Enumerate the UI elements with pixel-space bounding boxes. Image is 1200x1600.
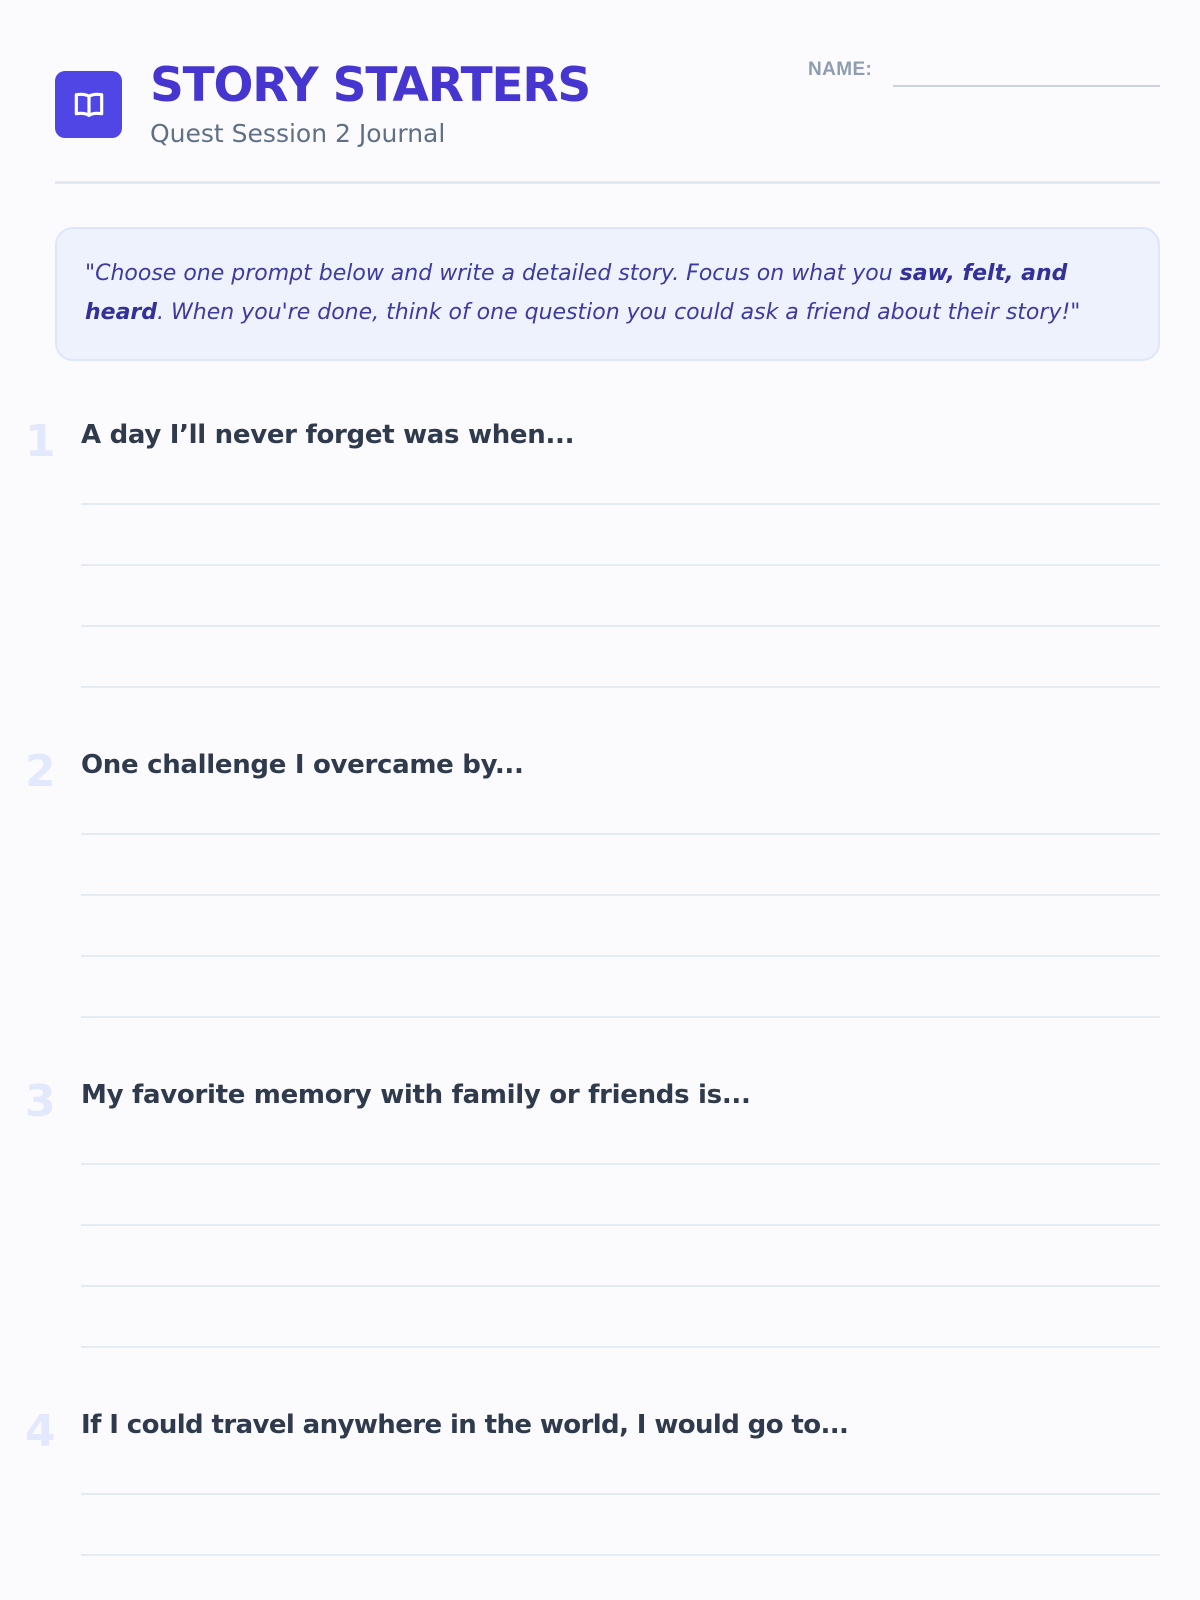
prompt-number: 2 (25, 746, 56, 797)
name-field[interactable] (893, 85, 1160, 87)
writing-line[interactable] (81, 1224, 1160, 1226)
writing-line[interactable] (81, 686, 1160, 688)
prompt-number: 4 (25, 1406, 56, 1457)
instructions-text-end: . When you're done, think of one question you could ask a friend about their story!" (157, 300, 1081, 325)
page-title: STORY STARTERS (150, 58, 591, 113)
instructions-box (55, 227, 1160, 361)
prompt-text: One challenge I overcame by... (81, 750, 524, 780)
writing-line[interactable] (81, 1554, 1160, 1556)
writing-line[interactable] (81, 1016, 1160, 1018)
writing-line[interactable] (81, 894, 1160, 896)
prompt-text: If I could travel anywhere in the world, I would go to... (81, 1410, 849, 1440)
prompt-block-2 (25, 748, 1160, 1028)
prompt-text: My favorite memory with family or friends is... (81, 1080, 751, 1110)
writing-line[interactable] (81, 1346, 1160, 1348)
instructions-emphasis: saw, felt, and heard (85, 261, 1068, 325)
writing-line[interactable] (81, 1493, 1160, 1495)
prompt-block-4 (25, 1408, 1160, 1568)
name-label: NAME: (808, 59, 873, 80)
writing-line[interactable] (81, 955, 1160, 957)
writing-line[interactable] (81, 625, 1160, 627)
open-book-icon (55, 71, 122, 138)
page-subtitle: Quest Session 2 Journal (150, 119, 446, 148)
writing-line[interactable] (81, 1163, 1160, 1165)
writing-line[interactable] (81, 1285, 1160, 1287)
prompt-text: A day I’ll never forget was when... (81, 420, 575, 450)
writing-line[interactable] (81, 564, 1160, 566)
prompt-block-1 (25, 418, 1160, 698)
prompt-number: 3 (25, 1076, 56, 1127)
writing-line[interactable] (81, 833, 1160, 835)
worksheet-page (25, 0, 1160, 1600)
worksheet-header (55, 56, 1160, 184)
prompt-number: 1 (25, 416, 56, 467)
instructions-text: "Choose one prompt below and write a detailed story. Focus on what you (85, 261, 900, 286)
prompt-block-3 (25, 1078, 1160, 1358)
writing-line[interactable] (81, 503, 1160, 505)
